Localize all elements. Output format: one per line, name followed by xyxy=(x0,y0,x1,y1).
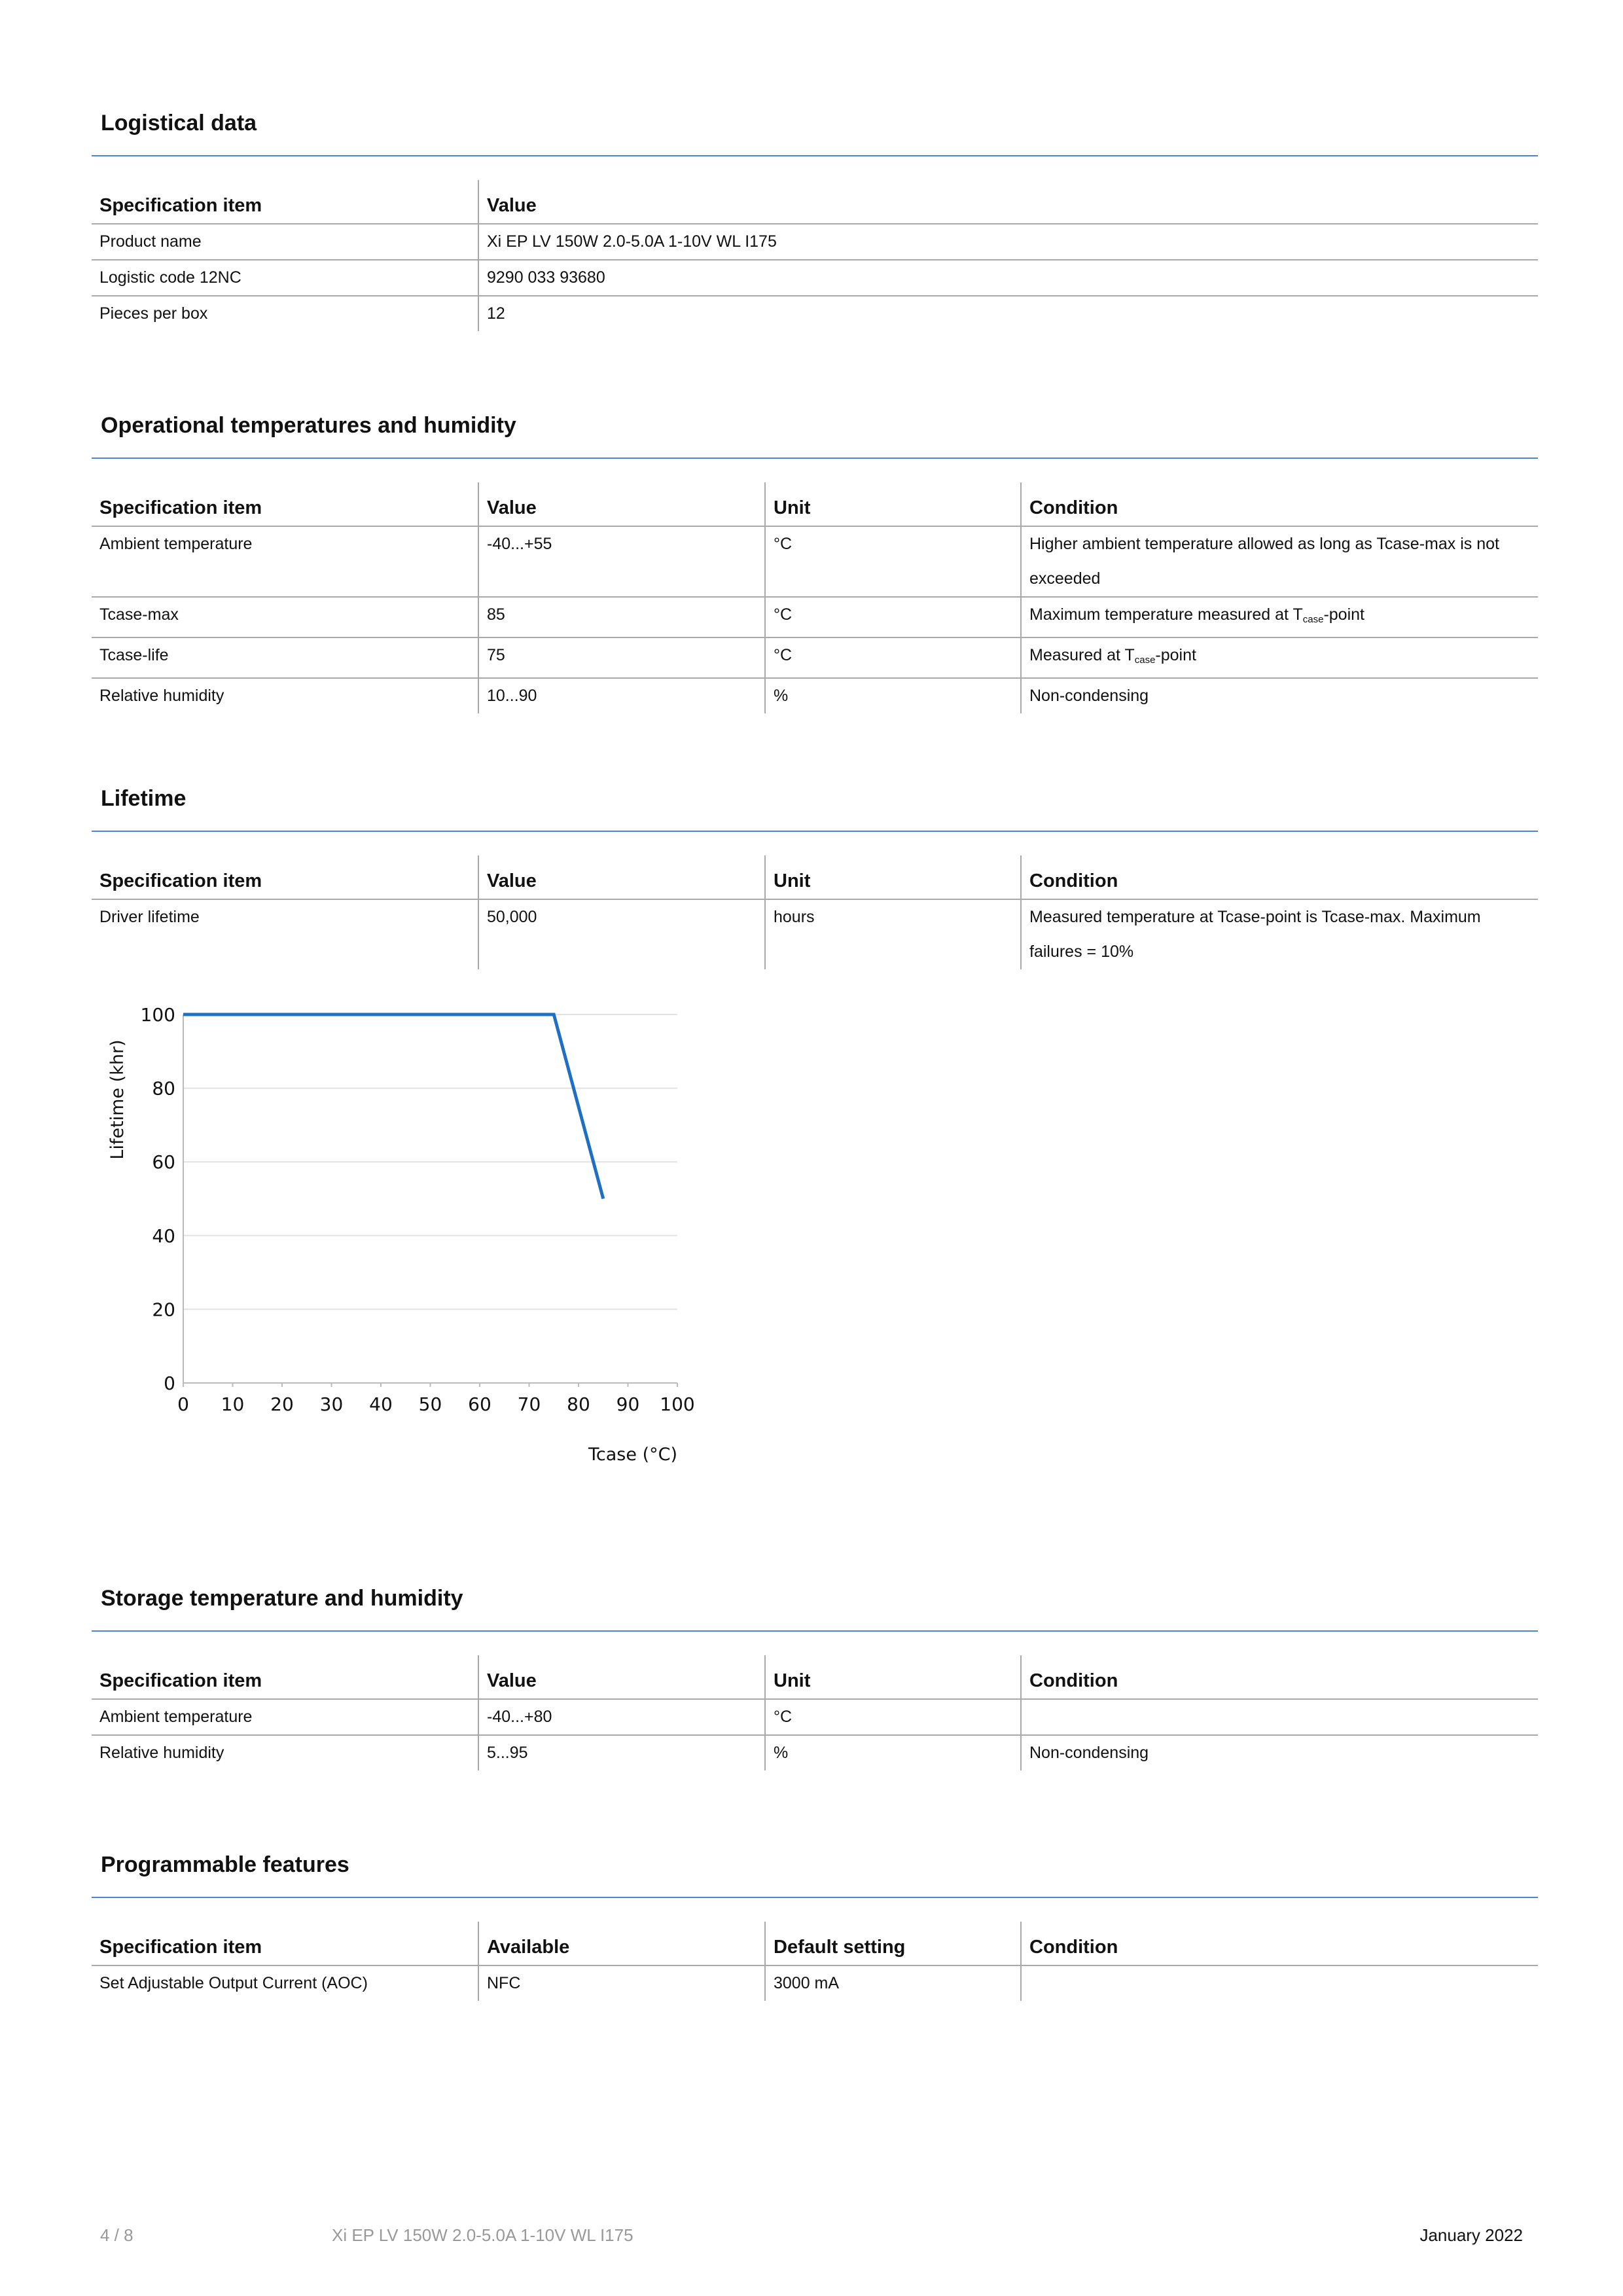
section-title: Storage temperature and humidity xyxy=(101,1586,463,1611)
section-storage-temperature xyxy=(92,1578,1538,1770)
cell-value: Xi EP LV 150W 2.0-5.0A 1-10V WL I175 xyxy=(478,224,1538,260)
cell-condition xyxy=(1021,637,1538,678)
column-header: Value xyxy=(478,482,765,526)
x-tick-label: 50 xyxy=(418,1393,442,1415)
condition-text: Measured at T xyxy=(1029,646,1135,664)
column-header: Specification item xyxy=(92,1922,478,1965)
y-axis-label: Lifetime (khr) xyxy=(107,1039,128,1160)
table-row xyxy=(92,597,1538,637)
cell-spec-item: Pieces per box xyxy=(99,304,208,323)
x-tick-label: 20 xyxy=(270,1393,294,1415)
y-tick-label: 60 xyxy=(152,1151,175,1174)
cell-spec-item: Tcase-life xyxy=(92,637,478,678)
condition-text: Maximum temperature measured at T xyxy=(1029,605,1303,624)
section-divider xyxy=(92,831,1538,832)
cell-spec-item: Ambient temperature xyxy=(92,1699,478,1735)
section-divider xyxy=(92,1897,1538,1898)
column-header: Value xyxy=(478,1655,765,1699)
table-row xyxy=(92,678,1538,713)
cell-value: -40...+80 xyxy=(478,1699,765,1735)
operational-table xyxy=(92,482,1538,713)
cell-value: 75 xyxy=(478,637,765,678)
section-title: Logistical data xyxy=(101,111,257,135)
section-divider xyxy=(92,155,1538,156)
y-tick-label: 40 xyxy=(152,1225,175,1247)
section-divider xyxy=(92,1630,1538,1632)
cell-value: -40...+55 xyxy=(478,526,765,597)
condition-text: -point xyxy=(1155,646,1196,664)
section-title: Operational temperatures and humidity xyxy=(101,413,516,438)
y-tick-label: 100 xyxy=(140,1004,175,1026)
cell-unit: % xyxy=(765,1735,1021,1770)
logistical-table xyxy=(92,180,1538,331)
cell-spec-item: Relative humidity xyxy=(99,1744,224,1762)
cell-value: 12 xyxy=(478,296,1538,331)
lifetime-table xyxy=(92,855,1538,969)
cell-value: 9290 033 93680 xyxy=(478,260,1538,296)
column-header: Unit xyxy=(765,1655,1021,1699)
column-header: Unit xyxy=(765,855,1021,899)
column-header: Available xyxy=(478,1922,765,1965)
footer-page-number: 4 / 8 xyxy=(100,2225,134,2245)
column-header: Specification item xyxy=(92,1655,478,1699)
x-tick-label: 100 xyxy=(660,1393,695,1415)
section-lifetime xyxy=(92,778,1538,969)
table-row xyxy=(92,1965,1538,2001)
cell-spec-item: Product name xyxy=(92,224,478,260)
column-header: Condition xyxy=(1021,482,1538,526)
cell-condition: Higher ambient temperature allowed as long as Tcase-max is not exceeded xyxy=(1021,526,1538,597)
section-title: Lifetime xyxy=(101,786,187,811)
cell-value: 5...95 xyxy=(478,1735,765,1770)
column-header: Condition xyxy=(1021,1922,1538,1965)
cell-unit: °C xyxy=(765,597,1021,637)
table-row xyxy=(92,1699,1538,1735)
section-programmable-features xyxy=(92,1844,1538,2001)
cell-spec-item: Tcase-max xyxy=(92,597,478,637)
x-tick-label: 80 xyxy=(567,1393,590,1415)
cell-spec-item: Set Adjustable Output Current (AOC) xyxy=(99,1974,368,1992)
cell-unit: °C xyxy=(765,526,1021,597)
table-header-row xyxy=(92,855,1538,899)
cell-spec-item: Driver lifetime xyxy=(99,908,200,926)
table-header-row xyxy=(92,1655,1538,1699)
section-divider xyxy=(92,457,1538,459)
x-tick-label: 40 xyxy=(369,1393,393,1415)
column-header: Specification item xyxy=(92,180,478,224)
condition-text: -point xyxy=(1323,605,1364,624)
condition-subscript: case xyxy=(1134,655,1156,666)
cell-available: NFC xyxy=(478,1965,765,2001)
cell-value: 85 xyxy=(478,597,765,637)
table-header-row xyxy=(92,180,1538,224)
cell-condition: Non-condensing xyxy=(1021,678,1538,713)
column-header: Specification item xyxy=(92,855,478,899)
table-row xyxy=(92,260,1538,296)
lifetime-chart xyxy=(98,988,720,1479)
table-row xyxy=(92,526,1538,597)
storage-table xyxy=(92,1655,1538,1770)
x-tick-label: 60 xyxy=(468,1393,491,1415)
cell-condition: Measured temperature at Tcase-point is Tcase-max. Maximum failures = 10% xyxy=(1021,899,1538,969)
cell-spec-item: Relative humidity xyxy=(99,687,224,705)
cell-condition xyxy=(1021,597,1538,637)
cell-value: 50,000 xyxy=(478,899,765,969)
cell-spec-item: Ambient temperature xyxy=(92,526,478,597)
column-header: Condition xyxy=(1021,855,1538,899)
cell-condition xyxy=(1021,1965,1538,2001)
cell-unit: hours xyxy=(765,899,1021,969)
x-tick-label: 30 xyxy=(319,1393,344,1415)
column-header: Value xyxy=(478,855,765,899)
lifetime-series-line xyxy=(183,1014,603,1199)
column-header: Value xyxy=(478,180,1538,224)
x-axis-label: Tcase (°C) xyxy=(588,1444,677,1465)
section-operational-temperatures xyxy=(92,405,1538,713)
cell-condition: Non-condensing xyxy=(1021,1735,1538,1770)
section-title: Programmable features xyxy=(101,1852,349,1877)
footer-product-name: Xi EP LV 150W 2.0-5.0A 1-10V WL I175 xyxy=(332,2225,633,2245)
cell-value: 10...90 xyxy=(478,678,765,713)
table-row xyxy=(92,296,1538,331)
x-tick-label: 70 xyxy=(517,1393,541,1415)
cell-spec-item: Logistic code 12NC xyxy=(92,260,478,296)
y-tick-label: 0 xyxy=(164,1372,175,1394)
y-tick-label: 80 xyxy=(152,1077,175,1100)
table-row xyxy=(92,1735,1538,1770)
column-header: Default setting xyxy=(765,1922,1021,1965)
table-header-row xyxy=(92,1922,1538,1965)
section-logistical-data xyxy=(92,103,1538,331)
table-header-row xyxy=(92,482,1538,526)
y-tick-label: 20 xyxy=(152,1299,175,1321)
column-header: Condition xyxy=(1021,1655,1538,1699)
condition-subscript: case xyxy=(1302,614,1324,625)
table-row xyxy=(92,637,1538,678)
x-tick-label: 10 xyxy=(221,1393,245,1415)
x-tick-label: 90 xyxy=(616,1393,640,1415)
cell-condition xyxy=(1021,1699,1538,1735)
programmable-table xyxy=(92,1922,1538,2001)
table-row xyxy=(92,224,1538,260)
table-row xyxy=(92,899,1538,969)
footer-date: January 2022 xyxy=(1419,2225,1523,2245)
cell-unit: % xyxy=(765,678,1021,713)
cell-default-setting: 3000 mA xyxy=(765,1965,1021,2001)
column-header: Specification item xyxy=(92,482,478,526)
cell-unit: °C xyxy=(765,1699,1021,1735)
x-tick-label: 0 xyxy=(177,1393,189,1415)
cell-unit: °C xyxy=(765,637,1021,678)
column-header: Unit xyxy=(765,482,1021,526)
